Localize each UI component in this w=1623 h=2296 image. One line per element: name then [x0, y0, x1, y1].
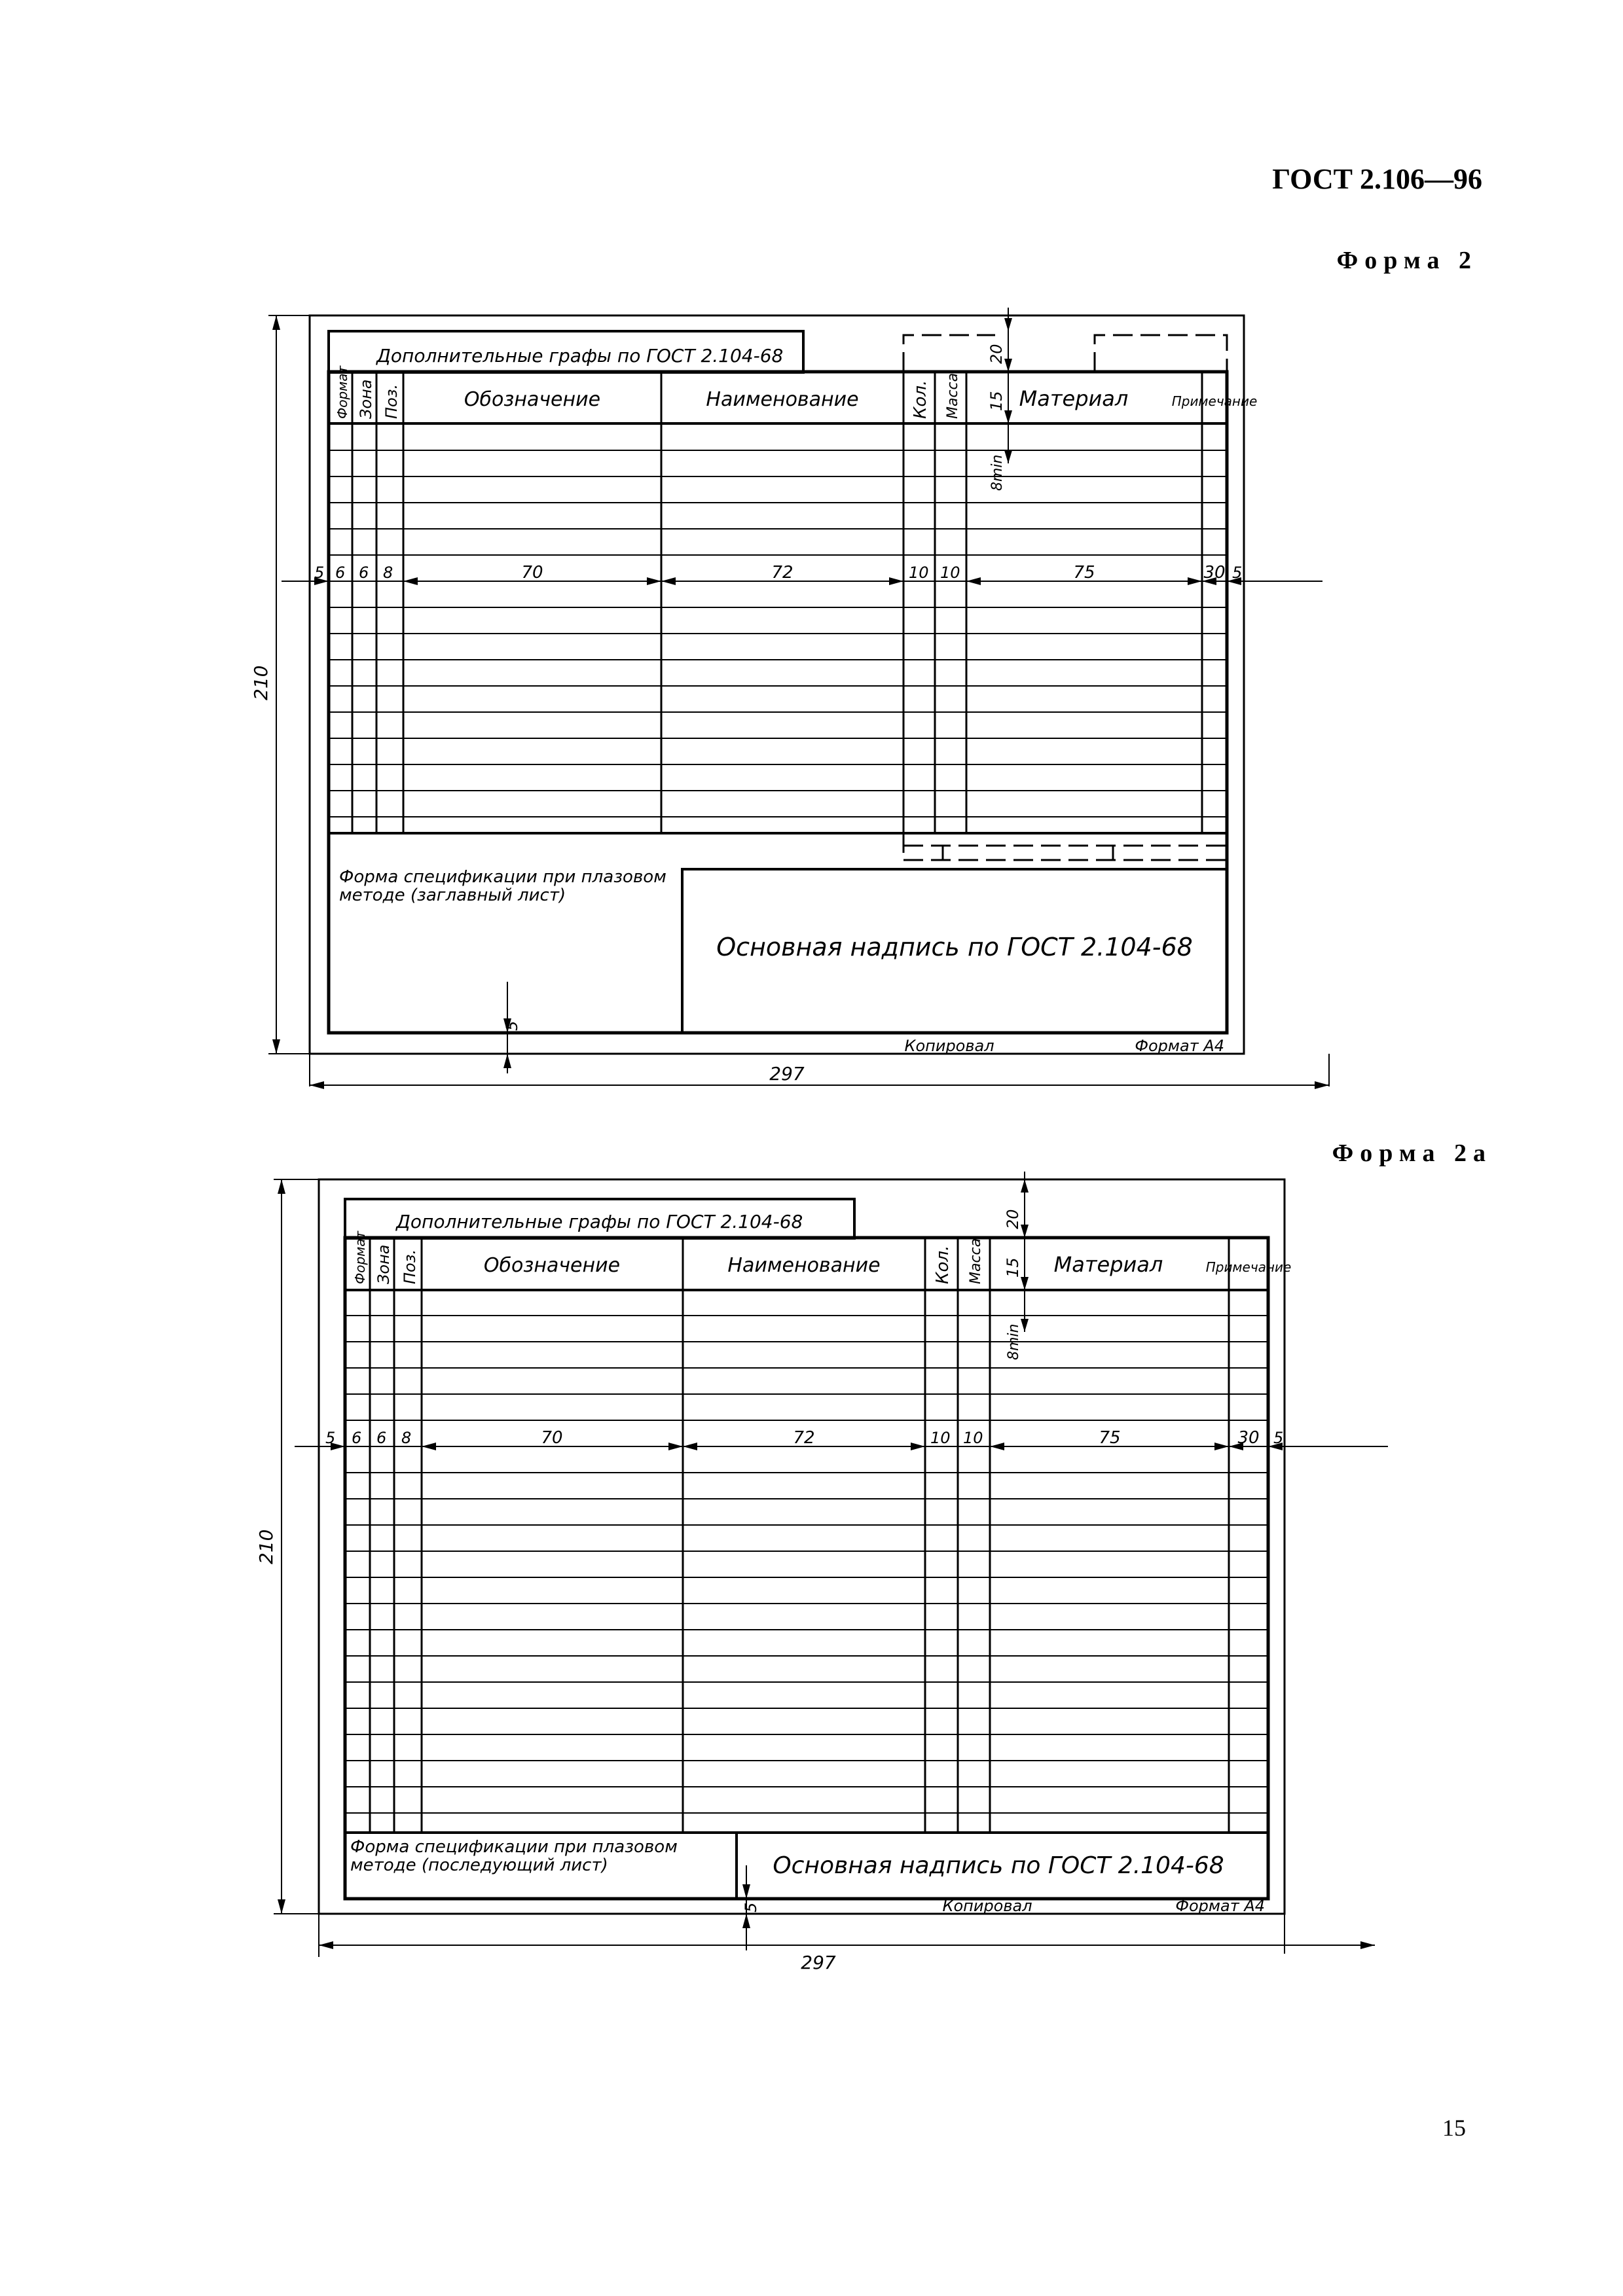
dim-width: 297 — [769, 1063, 805, 1085]
width-8: 8 — [401, 1429, 412, 1447]
width-75: 75 — [1073, 563, 1095, 583]
width-75: 75 — [1099, 1428, 1121, 1448]
header-zone: Зона — [374, 1244, 393, 1284]
main-frame — [345, 1238, 1268, 1899]
width-10a: 10 — [909, 564, 929, 582]
column-lines — [370, 1238, 1229, 1833]
width-72: 72 — [771, 563, 793, 583]
dim-width: 297 — [801, 1952, 836, 1973]
header-mass: Масса — [968, 1238, 984, 1284]
width-70: 70 — [521, 563, 543, 583]
header-name: Наименование — [706, 388, 859, 411]
dim-height: 210 — [255, 1529, 277, 1564]
width-72: 72 — [793, 1428, 815, 1448]
width-6b: 6 — [376, 1429, 387, 1447]
row-lines — [329, 450, 1227, 817]
header-material: Материал — [1053, 1252, 1163, 1277]
header-designation: Обозначение — [464, 388, 601, 411]
width-8: 8 — [383, 564, 393, 582]
header-zone: Зона — [357, 379, 375, 419]
width-10a: 10 — [930, 1429, 951, 1447]
width-70: 70 — [541, 1428, 563, 1448]
header-pos: Поз. — [401, 1249, 419, 1284]
copied-label: Копировал — [904, 1037, 994, 1055]
form-2-drawing — [249, 301, 1349, 1086]
header-note: Примечание — [1171, 393, 1258, 409]
header-pos: Поз. — [382, 384, 401, 419]
row-lines — [345, 1316, 1268, 1813]
dim-8min: 8min — [1006, 1323, 1022, 1360]
width-6a: 6 — [335, 564, 346, 582]
dim-15: 15 — [987, 391, 1006, 411]
copied-label: Копировал — [942, 1897, 1032, 1915]
dim-15: 15 — [1004, 1257, 1022, 1278]
page-number: 15 — [1442, 2115, 1466, 2141]
header-qty: Кол. — [933, 1245, 953, 1284]
header-format: Формат — [335, 365, 350, 419]
form-2a-drawing — [249, 1172, 1401, 1996]
form-2-title: Форма 2 — [1336, 247, 1478, 274]
header-format: Формат — [352, 1230, 368, 1284]
width-30: 30 — [1237, 1428, 1260, 1448]
header-designation: Обозначение — [483, 1254, 621, 1277]
extra-columns-label: Дополнительные графы по ГОСТ 2.104-68 — [376, 345, 784, 367]
header-name: Наименование — [727, 1254, 881, 1277]
width-5-left: 5 — [325, 1429, 336, 1447]
width-5-right: 5 — [1232, 564, 1243, 582]
width-6a: 6 — [352, 1429, 362, 1447]
form-caption: Форма спецификации при плазовом методе (заглавный лист) — [339, 868, 666, 905]
extra-columns-label: Дополнительные графы по ГОСТ 2.104-68 — [396, 1211, 803, 1232]
header-qty: Кол. — [911, 380, 930, 419]
width-30: 30 — [1203, 563, 1226, 583]
dim-20: 20 — [1004, 1209, 1022, 1229]
title-block-label: Основная надпись по ГОСТ 2.104-68 — [773, 1852, 1224, 1879]
dim-8min: 8min — [989, 454, 1006, 491]
width-10b: 10 — [963, 1429, 983, 1447]
standard-number: ГОСТ 2.106—96 — [1272, 163, 1482, 195]
width-10b: 10 — [940, 564, 960, 582]
dim-20: 20 — [987, 344, 1006, 364]
form-caption: Форма спецификации при плазовом методе (последующий лист) — [350, 1838, 678, 1875]
form-2a-title: Форма 2а — [1332, 1139, 1492, 1167]
header-note: Примечание — [1205, 1259, 1292, 1275]
width-5-right: 5 — [1273, 1429, 1284, 1447]
format-label: Формат А4 — [1175, 1897, 1265, 1915]
width-6b: 6 — [359, 564, 369, 582]
dashed-extra-box — [903, 335, 1227, 372]
format-label: Формат А4 — [1135, 1037, 1224, 1055]
dim-5-bottom: 5 — [742, 1902, 760, 1912]
width-5-left: 5 — [314, 564, 325, 582]
dim-height: 210 — [250, 665, 272, 700]
dim-5-bottom: 5 — [503, 1020, 521, 1031]
header-material: Материал — [1019, 386, 1129, 411]
header-mass: Масса — [945, 372, 961, 419]
title-block-label: Основная надпись по ГОСТ 2.104-68 — [716, 933, 1193, 961]
